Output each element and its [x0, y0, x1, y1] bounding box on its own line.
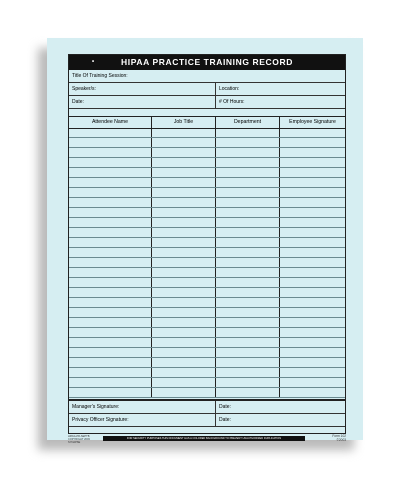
- cell-department: [216, 278, 280, 287]
- table-row: [69, 298, 345, 308]
- cell-department: [216, 328, 280, 337]
- cell-department: [216, 148, 280, 157]
- cell-job-title: [152, 248, 216, 257]
- cell-department: [216, 158, 280, 167]
- cell-job-title: [152, 368, 216, 377]
- cell-attendee-name: [69, 278, 152, 287]
- cell-attendee-name: [69, 318, 152, 327]
- cell-job-title: [152, 218, 216, 227]
- session-title-label: Title Of Training Session:: [72, 73, 128, 79]
- cell-job-title: [152, 198, 216, 207]
- cell-employee-signature: [280, 328, 345, 337]
- session-title-row: [69, 70, 345, 83]
- column-header-department: Department: [216, 117, 280, 128]
- cell-attendee-name: [69, 288, 152, 297]
- footer-left-line1: HIPAA-PR-SEPTB: [68, 435, 90, 438]
- footer-left-line3: SYNAPSE: [68, 441, 81, 444]
- table-row: [69, 268, 345, 278]
- cell-department: [216, 288, 280, 297]
- cell-job-title: [152, 208, 216, 217]
- cell-department: [216, 258, 280, 267]
- cell-attendee-name: [69, 348, 152, 357]
- table-row: [69, 138, 345, 148]
- table-row: [69, 308, 345, 318]
- cell-department: [216, 188, 280, 197]
- cell-department: [216, 318, 280, 327]
- cell-attendee-name: [69, 148, 152, 157]
- cell-job-title: [152, 318, 216, 327]
- cell-attendee-name: [69, 258, 152, 267]
- cell-attendee-name: [69, 188, 152, 197]
- cell-attendee-name: [69, 338, 152, 347]
- cell-employee-signature: [280, 208, 345, 217]
- cell-attendee-name: [69, 378, 152, 387]
- cell-department: [216, 358, 280, 367]
- table-row: [69, 178, 345, 188]
- cell-job-title: [152, 228, 216, 237]
- cell-job-title: [152, 348, 216, 357]
- cell-job-title: [152, 158, 216, 167]
- cell-department: [216, 268, 280, 277]
- table-row: [69, 188, 345, 198]
- cell-attendee-name: [69, 328, 152, 337]
- attendee-table: [69, 117, 345, 401]
- cell-department: [216, 388, 280, 397]
- speakers-label: Speaker/s:: [69, 83, 216, 95]
- cell-employee-signature: [280, 228, 345, 237]
- table-row: [69, 318, 345, 328]
- cell-attendee-name: [69, 198, 152, 207]
- column-header-job-title: Job Title: [152, 117, 216, 128]
- form-number: Form 102: [332, 434, 346, 438]
- manager-date-label: Date:: [219, 404, 231, 410]
- cell-employee-signature: [280, 338, 345, 347]
- manager-signature-row: [69, 401, 345, 414]
- cell-attendee-name: [69, 218, 152, 227]
- table-row: [69, 128, 345, 138]
- cell-department: [216, 248, 280, 257]
- training-record-form: [68, 54, 346, 434]
- table-row: [69, 228, 345, 238]
- table-row: [69, 158, 345, 168]
- cell-department: [216, 208, 280, 217]
- cell-employee-signature: [280, 248, 345, 257]
- cell-employee-signature: [280, 148, 345, 157]
- cell-job-title: [152, 308, 216, 317]
- cell-employee-signature: [280, 238, 345, 247]
- cell-employee-signature: [280, 308, 345, 317]
- cell-job-title: [152, 258, 216, 267]
- footer-left-line2: COPYRIGHT 2003: [68, 438, 90, 441]
- cell-employee-signature: [280, 138, 345, 147]
- table-row: [69, 258, 345, 268]
- table-row: [69, 288, 345, 298]
- cell-job-title: [152, 298, 216, 307]
- cell-department: [216, 218, 280, 227]
- privacy-officer-signature-label: Privacy Officer Signature:: [69, 414, 216, 426]
- cell-job-title: [152, 358, 216, 367]
- cell-attendee-name: [69, 238, 152, 247]
- cell-job-title: [152, 188, 216, 197]
- cell-employee-signature: [280, 178, 345, 187]
- cell-employee-signature: [280, 298, 345, 307]
- footer-left-text: [68, 435, 102, 444]
- cell-department: [216, 378, 280, 387]
- cell-department: [216, 178, 280, 187]
- cell-employee-signature: [280, 128, 345, 137]
- table-row: [69, 248, 345, 258]
- column-header-attendee-name: Attendee Name: [69, 117, 152, 128]
- cell-department: [216, 138, 280, 147]
- cell-job-title: [152, 268, 216, 277]
- table-row: [69, 388, 345, 398]
- table-row: [69, 338, 345, 348]
- section-gap: [69, 109, 345, 117]
- cell-attendee-name: [69, 268, 152, 277]
- cell-department: [216, 298, 280, 307]
- cell-attendee-name: [69, 158, 152, 167]
- cell-employee-signature: [280, 218, 345, 227]
- date-hours-row: [69, 96, 345, 109]
- date-label: Date:: [69, 96, 216, 108]
- cell-job-title: [152, 288, 216, 297]
- cell-attendee-name: [69, 208, 152, 217]
- cell-job-title: [152, 338, 216, 347]
- cell-attendee-name: [69, 138, 152, 147]
- speaker-location-row: [69, 83, 345, 96]
- cell-department: [216, 198, 280, 207]
- table-row: [69, 378, 345, 388]
- cell-employee-signature: [280, 318, 345, 327]
- cell-attendee-name: [69, 168, 152, 177]
- cell-department: [216, 368, 280, 377]
- cell-job-title: [152, 378, 216, 387]
- cell-employee-signature: [280, 288, 345, 297]
- table-row: [69, 348, 345, 358]
- cell-department: [216, 228, 280, 237]
- column-header-employee-signature: Employee Signature: [280, 117, 345, 128]
- cell-employee-signature: [280, 258, 345, 267]
- table-row: [69, 148, 345, 158]
- cell-job-title: [152, 168, 216, 177]
- cell-department: [216, 348, 280, 357]
- table-row: [69, 328, 345, 338]
- table-row: [69, 208, 345, 218]
- title-bullet: •: [92, 59, 95, 65]
- cell-employee-signature: [280, 168, 345, 177]
- cell-employee-signature: [280, 268, 345, 277]
- form-number-block: [332, 434, 346, 442]
- cell-attendee-name: [69, 128, 152, 137]
- cell-department: [216, 308, 280, 317]
- cell-job-title: [152, 328, 216, 337]
- cell-employee-signature: [280, 278, 345, 287]
- cell-department: [216, 168, 280, 177]
- cell-employee-signature: [280, 368, 345, 377]
- table-row: [69, 198, 345, 208]
- cell-department: [216, 238, 280, 247]
- form-sheet: [47, 38, 363, 444]
- cell-employee-signature: [280, 188, 345, 197]
- cell-attendee-name: [69, 178, 152, 187]
- cell-attendee-name: [69, 298, 152, 307]
- cell-employee-signature: [280, 358, 345, 367]
- cell-job-title: [152, 238, 216, 247]
- form-footer: [68, 434, 346, 444]
- cell-job-title: [152, 388, 216, 397]
- attendee-rows: [69, 128, 345, 399]
- cell-attendee-name: [69, 388, 152, 397]
- table-row: [69, 238, 345, 248]
- cell-job-title: [152, 128, 216, 137]
- cell-attendee-name: [69, 248, 152, 257]
- cell-employee-signature: [280, 198, 345, 207]
- cell-department: [216, 128, 280, 137]
- cell-employee-signature: [280, 348, 345, 357]
- hours-label: # Of Hours:: [219, 99, 245, 105]
- table-row: [69, 218, 345, 228]
- cell-attendee-name: [69, 358, 152, 367]
- cell-job-title: [152, 178, 216, 187]
- security-notice-bar: FOR SECURITY PURPOSES THIS DOCUMENT HAS A COLORED BACKGROUND TO PREVENT UNAUTHORIZED DUPLICATION: [103, 436, 305, 441]
- table-row: [69, 278, 345, 288]
- cell-attendee-name: [69, 368, 152, 377]
- cell-job-title: [152, 138, 216, 147]
- cell-employee-signature: [280, 378, 345, 387]
- manager-signature-label: Manager's Signature:: [69, 401, 216, 413]
- cell-attendee-name: [69, 308, 152, 317]
- privacy-date-label: Date:: [219, 417, 231, 423]
- cell-department: [216, 338, 280, 347]
- cell-employee-signature: [280, 158, 345, 167]
- privacy-officer-signature-row: [69, 414, 345, 427]
- table-row: [69, 368, 345, 378]
- location-label: Location:: [219, 86, 240, 92]
- form-title: HIPAA PRACTICE TRAINING RECORD: [121, 57, 293, 67]
- cell-attendee-name: [69, 228, 152, 237]
- cell-job-title: [152, 278, 216, 287]
- cell-job-title: [152, 148, 216, 157]
- form-number-sub: ©2003: [336, 438, 346, 442]
- table-row: [69, 168, 345, 178]
- table-row: [69, 358, 345, 368]
- form-title-bar: [69, 55, 345, 70]
- cell-employee-signature: [280, 388, 345, 397]
